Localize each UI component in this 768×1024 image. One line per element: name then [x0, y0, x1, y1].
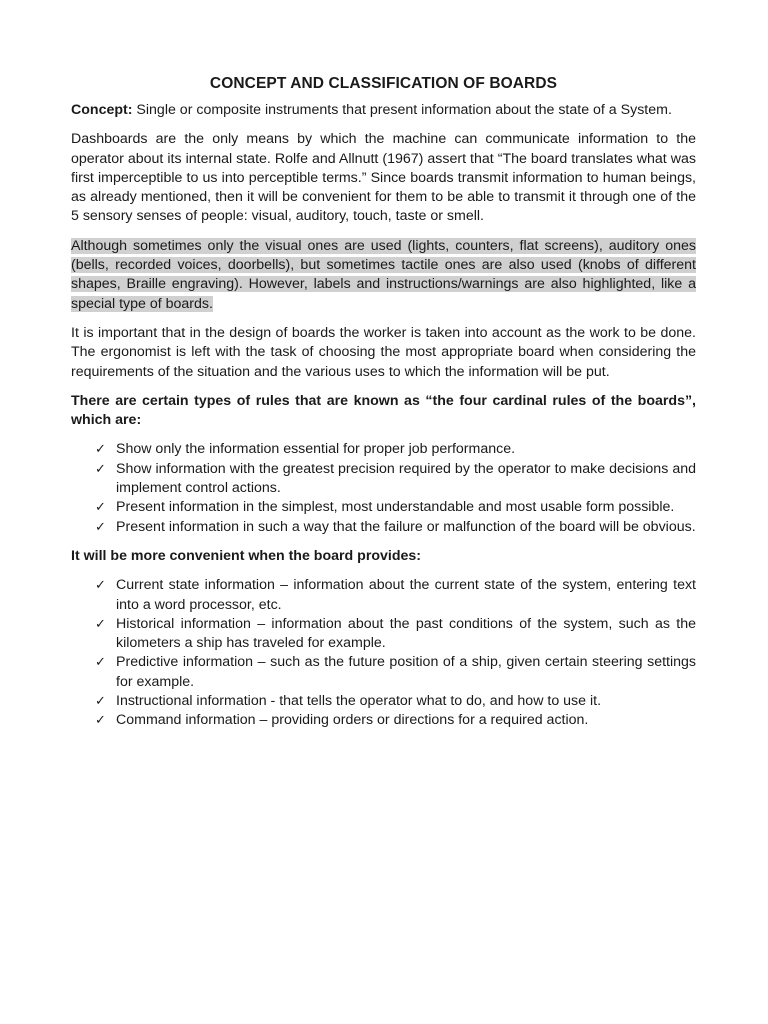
cardinal-rules-list [71, 440, 696, 536]
list-item-text: Show information with the greatest precision required by the operator to make decisions and implement control actions. [116, 460, 696, 497]
list-item [71, 460, 696, 499]
checkmark-icon: ✓ [95, 519, 106, 535]
checkmark-icon: ✓ [95, 694, 106, 710]
paragraph-senses-highlighted [71, 237, 696, 314]
list-item-text: Present information in the simplest, most understandable and most usable form possible. [116, 499, 675, 516]
list-item [71, 692, 696, 711]
list-item-text: Command information – providing orders or directions for a required action. [116, 712, 589, 729]
list-item-text: Present information in such a way that the failure or malfunction of the board will be obvious. [116, 518, 696, 535]
document-title: CONCEPT AND CLASSIFICATION OF BOARDS [209, 75, 558, 92]
information-types-list [71, 576, 696, 730]
list-item [71, 653, 696, 692]
provides-heading: It will be more convenient when the board provides: [71, 547, 422, 564]
list-item [71, 498, 696, 517]
concept-paragraph [71, 101, 696, 120]
rules-heading: There are certain types of rules that are known as “the four cardinal rules of the boards”, which are: [71, 392, 696, 429]
paragraph-ergonomist: It is important that in the design of boards the worker is taken into account as the work to be done. The ergonomist is left with the task of choosing the most appropriate board when considering the requirements of the situation and the various uses to which the information will be put. [71, 324, 696, 380]
concept-text: Single or composite instruments that present information about the state of a System. [132, 102, 672, 118]
checkmark-icon: ✓ [95, 578, 106, 594]
checkmark-icon: ✓ [95, 500, 106, 516]
concept-label: Concept: [71, 102, 133, 118]
list-item-text: Current state information – information about the current state of the system, entering text into a word processor, etc. [116, 577, 696, 613]
checkmark-icon: ✓ [95, 461, 106, 477]
list-item [71, 576, 696, 615]
checkmark-icon: ✓ [95, 713, 106, 729]
highlighted-text: Although sometimes only the visual ones are used (lights, counters, flat screens), auditory ones (bells, recorded voices, doorbells), but sometimes tactile ones are also used (knobs of different shapes, Braille engraving). However, labels and instructions/warnings are also highlighted, like a special type of boards. [71, 237, 696, 312]
list-item [71, 518, 696, 537]
checkmark-icon: ✓ [95, 442, 106, 458]
list-item-text: Predictive information – such as the future position of a ship, given certain steering settings for example. [116, 654, 696, 690]
list-item [71, 615, 696, 654]
list-item-text: Instructional information - that tells the operator what to do, and how to use it. [116, 693, 602, 710]
checkmark-icon: ✓ [95, 655, 106, 671]
list-item-text: Historical information – information about the past conditions of the system, such as the kilometers a ship has traveled for example. [116, 615, 696, 652]
list-item-text: Show only the information essential for proper job performance. [116, 441, 516, 458]
list-item [71, 711, 696, 730]
checkmark-icon: ✓ [95, 616, 106, 632]
paragraph-dashboards: Dashboards are the only means by which the machine can communicate information to the operator about its internal state. Rolfe and Allnutt (1967) assert that “The board translates what was first imperceptible to us into perceptible terms.” Since boards transmit information to human beings, as already mentioned, then it will be convenient for them to be able to transmit it through one of the 5 sensory senses of people: visual, auditory, touch, taste or smell. [71, 131, 696, 225]
list-item [71, 440, 696, 459]
